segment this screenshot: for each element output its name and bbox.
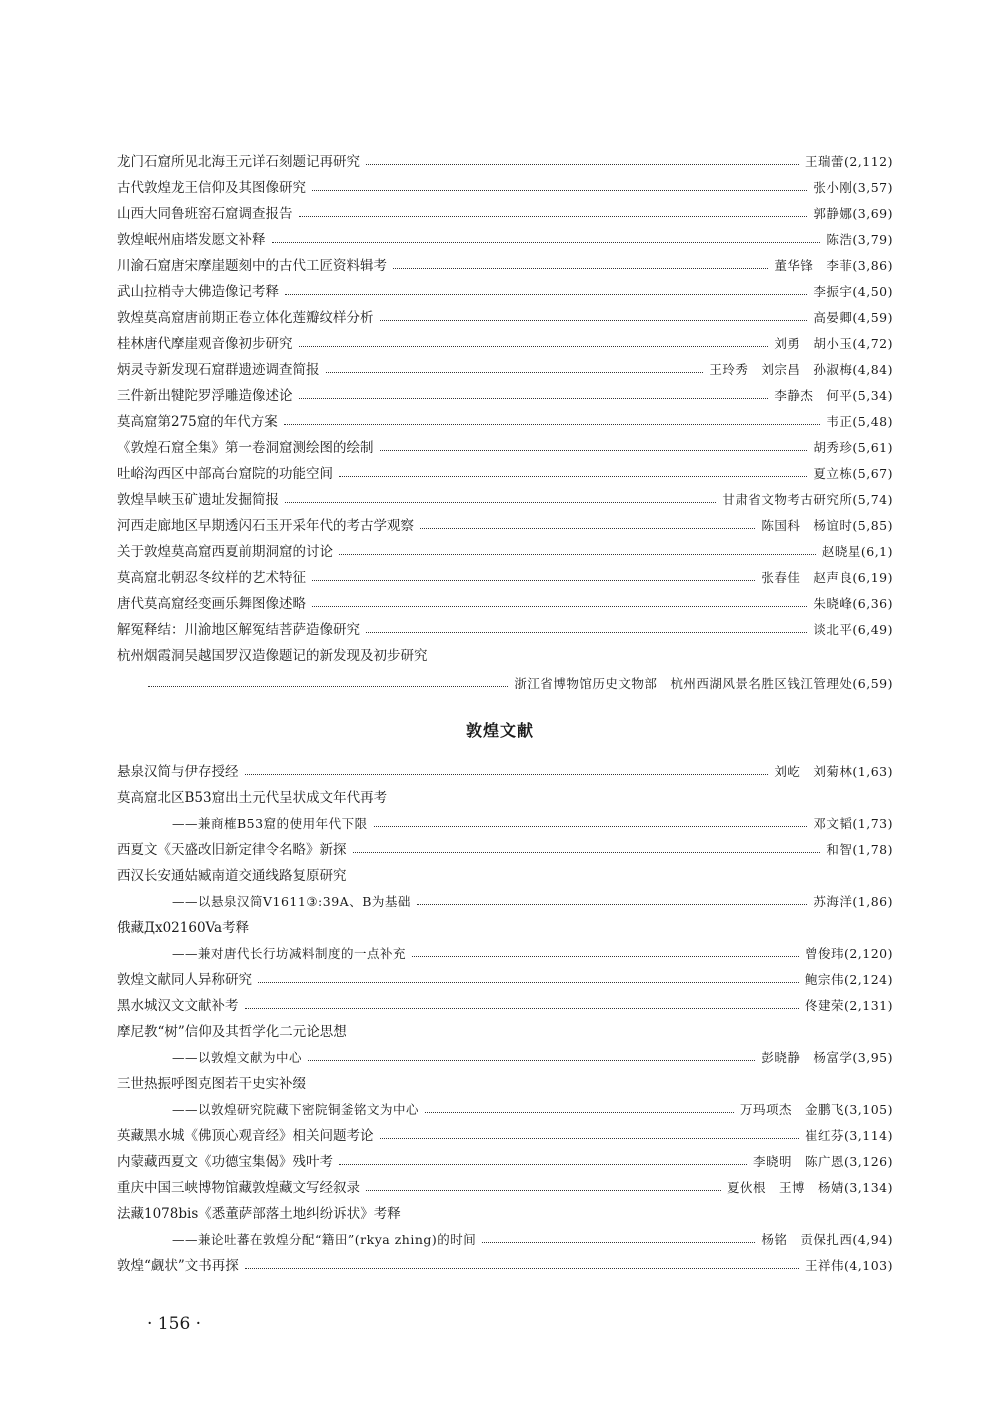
toc-entry-subtitle: ——兼论吐蕃在敦煌分配“籍田”(rkya zhing)的时间 杨铭 贡保扎西(4,94) [172, 1232, 893, 1247]
toc-entry: 川渝石窟唐宋摩崖题刻中的古代工匠资料辑考 董华锋 李菲(3,86) [117, 258, 893, 274]
toc-entry-subtitle: ——兼商榷B53窟的使用年代下限 邓文韬(1,73) [172, 816, 893, 831]
toc-entry: 敦煌“觑状”文书再探 王祥伟(4,103) [117, 1258, 893, 1274]
toc-entry: 重庆中国三峡博物馆藏敦煌藏文写经叙录 夏伙根 王博 杨婧(3,134) [117, 1180, 893, 1196]
toc-entry-subtitle: ——以敦煌研究院藏下密院铜釜铭文为中心 万玛项杰 金鹏飞(3,105) [172, 1102, 893, 1117]
toc-entry: 敦煌文献同人异称研究 鲍宗伟(2,124) [117, 972, 893, 988]
page-number: · 156 · [147, 1314, 202, 1334]
toc-entry-subtitle: ——以悬泉汉简Ⅴ1611③:39A、B为基础 苏海洋(1,86) [172, 894, 893, 909]
toc-entry: 黑水城汉文文献补考 佟建荣(2,131) [117, 998, 893, 1014]
toc-entry: 古代敦煌龙王信仰及其图像研究 张小刚(3,57) [117, 180, 893, 196]
toc-entry: 敦煌旱峡玉矿遗址发掘简报 甘肃省文物考古研究所(5,74) [117, 492, 893, 508]
toc-entry: 龙门石窟所见北海王元详石刻题记再研究 王瑞蕾(2,112) [117, 154, 893, 170]
toc-entry: 山西大同鲁班窑石窟调查报告 郭静娜(3,69) [117, 206, 893, 222]
toc-entry-subtitle: ——兼对唐代长行坊减料制度的一点补充 曾俊玮(2,120) [172, 946, 893, 961]
toc-entry: 莫高窟第275窟的年代方案 韦正(5,48) [117, 414, 893, 430]
toc-entry: 吐峪沟西区中部高台窟院的功能空间 夏立栋(5,67) [117, 466, 893, 482]
toc-entry: 浙江省博物馆历史文物部 杭州西湖风景名胜区钱江管理处(6,59) [148, 668, 893, 692]
toc-entry: 桂林唐代摩崖观音像初步研究 刘勇 胡小玉(4,72) [117, 336, 893, 352]
toc-entry: 唐代莫高窟经变画乐舞图像述略 朱晓峰(6,36) [117, 596, 893, 612]
section-heading: 敦煌文献 [465, 721, 534, 740]
toc-entry-title: 莫高窟北区B53窟出土元代呈状成文年代再考 [117, 790, 388, 806]
toc-entry-title: 摩尼教“树”信仰及其哲学化二元论思想 [117, 1024, 347, 1040]
toc-entry: 《敦煌石窟全集》第一卷洞窟测绘图的绘制 胡秀珍(5,61) [117, 440, 893, 456]
toc-entry: 英藏黑水城《佛顶心观音经》相关问题考论 崔红芬(3,114) [117, 1128, 893, 1144]
toc-entry-title: 法藏1078bis《悉董萨部落土地纠纷诉状》考释 [117, 1206, 401, 1222]
toc-entry: 河西走廊地区早期透闪石玉开采年代的考古学观察 陈国科 杨谊时(5,85) [117, 518, 893, 534]
toc-entry: 解冤释结：川渝地区解冤结菩萨造像研究 谈北平(6,49) [117, 622, 893, 638]
toc-entry-title: 西汉长安通姑臧南道交通线路复原研究 [117, 868, 347, 884]
toc-entry: 敦煌莫高窟唐前期正卷立体化莲瓣纹样分析 高晏卿(4,59) [117, 310, 893, 326]
toc-entry: 三件新出犍陀罗浮雕造像述论 李静杰 何平(5,34) [117, 388, 893, 404]
toc-entry: 悬泉汉简与伊存授经 刘屹 刘菊林(1,63) [117, 764, 893, 780]
toc-entry: 武山拉梢寺大佛造像记考释 李振宇(4,50) [117, 284, 893, 300]
toc-entry: 西夏文《天盛改旧新定律令名略》新探 和智(1,78) [117, 842, 893, 858]
toc-entry: 关于敦煌莫高窟西夏前期洞窟的讨论 赵晓星(6,1) [117, 544, 893, 560]
toc-entry: 炳灵寺新发现石窟群遗迹调查简报 王玲秀 刘宗昌 孙淑梅(4,84) [117, 362, 893, 378]
toc-entry: 莫高窟北朝忍冬纹样的艺术特征 张春佳 赵声良(6,19) [117, 570, 893, 586]
toc-entry-title: 杭州烟霞洞吴越国罗汉造像题记的新发现及初步研究 [117, 648, 428, 664]
toc-entry-title: 俄藏Дx02160Va考释 [117, 920, 250, 936]
toc-entry-title: 三世热振呼图克图若干史实补缀 [117, 1076, 306, 1092]
toc-entry-subtitle: ——以敦煌文献为中心 彭晓静 杨富学(3,95) [172, 1050, 893, 1065]
toc-entry: 内蒙藏西夏文《功德宝集偈》残叶考 李晓明 陈广恩(3,126) [117, 1154, 893, 1170]
toc-entry: 敦煌岷州庙塔发愿文补释 陈浩(3,79) [117, 232, 893, 248]
